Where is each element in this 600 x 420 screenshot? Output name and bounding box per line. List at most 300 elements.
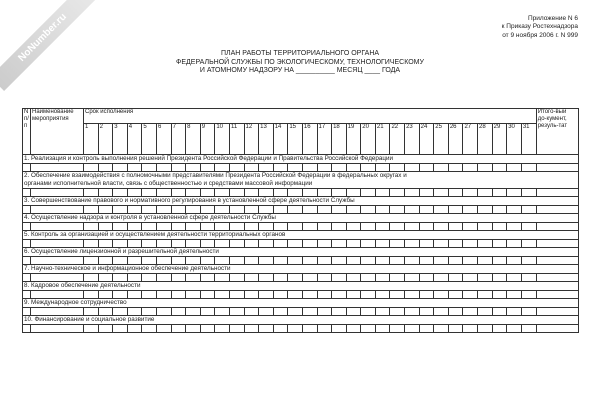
plan-cell[interactable] [31,308,84,316]
plan-cell[interactable] [536,206,578,214]
plan-cell[interactable] [507,240,522,248]
plan-cell[interactable] [332,206,347,214]
plan-cell[interactable] [317,240,332,248]
plan-cell[interactable] [434,257,449,265]
plan-cell[interactable] [127,325,142,333]
plan-cell[interactable] [98,223,113,231]
plan-cell[interactable] [113,189,128,197]
plan-cell[interactable] [478,189,493,197]
plan-cell[interactable] [215,240,230,248]
plan-cell[interactable] [463,240,478,248]
plan-cell[interactable] [302,257,317,265]
plan-cell[interactable] [521,164,536,172]
plan-cell[interactable] [434,206,449,214]
plan-cell[interactable] [332,189,347,197]
plan-cell[interactable] [23,240,31,248]
plan-cell[interactable] [229,291,244,299]
plan-cell[interactable] [200,240,215,248]
plan-cell[interactable] [507,223,522,231]
plan-cell[interactable] [507,257,522,265]
plan-cell[interactable] [492,325,507,333]
plan-cell[interactable] [142,325,157,333]
plan-cell[interactable] [492,291,507,299]
plan-cell[interactable] [215,189,230,197]
plan-cell[interactable] [375,206,390,214]
plan-cell[interactable] [98,274,113,282]
plan-cell[interactable] [156,223,171,231]
plan-cell[interactable] [463,257,478,265]
plan-cell[interactable] [171,189,186,197]
plan-cell[interactable] [84,325,99,333]
plan-cell[interactable] [405,308,420,316]
plan-cell[interactable] [302,274,317,282]
plan-cell[interactable] [478,291,493,299]
plan-cell[interactable] [229,274,244,282]
plan-cell[interactable] [390,164,405,172]
plan-cell[interactable] [288,325,303,333]
plan-cell[interactable] [346,308,361,316]
plan-cell[interactable] [229,189,244,197]
plan-cell[interactable] [244,189,259,197]
plan-cell[interactable] [113,240,128,248]
plan-cell[interactable] [288,206,303,214]
plan-cell[interactable] [419,325,434,333]
plan-cell[interactable] [521,223,536,231]
plan-cell[interactable] [273,240,288,248]
plan-cell[interactable] [405,325,420,333]
plan-cell[interactable] [302,189,317,197]
plan-cell[interactable] [521,274,536,282]
plan-cell[interactable] [23,291,31,299]
plan-cell[interactable] [375,308,390,316]
plan-cell[interactable] [200,325,215,333]
plan-cell[interactable] [346,164,361,172]
plan-cell[interactable] [405,291,420,299]
plan-cell[interactable] [142,257,157,265]
plan-cell[interactable] [361,257,376,265]
plan-cell[interactable] [84,257,99,265]
plan-cell[interactable] [478,274,493,282]
plan-cell[interactable] [186,223,201,231]
plan-cell[interactable] [317,189,332,197]
plan-cell[interactable] [288,291,303,299]
plan-cell[interactable] [113,325,128,333]
plan-cell[interactable] [84,223,99,231]
plan-cell[interactable] [23,308,31,316]
plan-cell[interactable] [361,291,376,299]
plan-cell[interactable] [390,308,405,316]
plan-cell[interactable] [536,257,578,265]
plan-cell[interactable] [288,274,303,282]
plan-cell[interactable] [273,164,288,172]
plan-cell[interactable] [375,274,390,282]
plan-cell[interactable] [332,291,347,299]
plan-cell[interactable] [186,308,201,316]
plan-cell[interactable] [200,223,215,231]
plan-cell[interactable] [259,308,274,316]
plan-cell[interactable] [244,325,259,333]
plan-cell[interactable] [98,257,113,265]
plan-cell[interactable] [346,325,361,333]
plan-cell[interactable] [156,240,171,248]
plan-cell[interactable] [317,206,332,214]
plan-cell[interactable] [273,308,288,316]
plan-cell[interactable] [448,223,463,231]
plan-cell[interactable] [448,206,463,214]
plan-cell[interactable] [259,257,274,265]
plan-cell[interactable] [463,308,478,316]
plan-cell[interactable] [229,325,244,333]
plan-cell[interactable] [288,189,303,197]
plan-cell[interactable] [127,274,142,282]
plan-cell[interactable] [156,308,171,316]
plan-cell[interactable] [200,257,215,265]
plan-cell[interactable] [521,291,536,299]
plan-cell[interactable] [156,291,171,299]
plan-cell[interactable] [98,164,113,172]
plan-cell[interactable] [84,206,99,214]
plan-cell[interactable] [448,325,463,333]
plan-cell[interactable] [492,223,507,231]
plan-cell[interactable] [521,240,536,248]
plan-cell[interactable] [186,240,201,248]
plan-cell[interactable] [405,189,420,197]
plan-cell[interactable] [463,206,478,214]
plan-cell[interactable] [98,308,113,316]
plan-cell[interactable] [434,189,449,197]
plan-cell[interactable] [186,189,201,197]
plan-cell[interactable] [419,274,434,282]
plan-cell[interactable] [23,164,31,172]
plan-cell[interactable] [361,308,376,316]
plan-cell[interactable] [492,189,507,197]
plan-cell[interactable] [31,291,84,299]
plan-cell[interactable] [492,164,507,172]
plan-cell[interactable] [273,189,288,197]
plan-cell[interactable] [273,325,288,333]
plan-cell[interactable] [346,189,361,197]
plan-cell[interactable] [142,189,157,197]
plan-cell[interactable] [302,223,317,231]
plan-cell[interactable] [288,257,303,265]
plan-cell[interactable] [84,240,99,248]
plan-cell[interactable] [302,164,317,172]
plan-cell[interactable] [113,206,128,214]
plan-cell[interactable] [229,164,244,172]
plan-cell[interactable] [200,164,215,172]
plan-cell[interactable] [171,257,186,265]
plan-cell[interactable] [84,189,99,197]
plan-cell[interactable] [375,291,390,299]
plan-cell[interactable] [536,189,578,197]
plan-cell[interactable] [536,308,578,316]
plan-cell[interactable] [259,189,274,197]
plan-cell[interactable] [434,291,449,299]
plan-cell[interactable] [536,291,578,299]
plan-cell[interactable] [186,257,201,265]
plan-cell[interactable] [361,223,376,231]
plan-cell[interactable] [171,206,186,214]
plan-cell[interactable] [448,308,463,316]
plan-cell[interactable] [375,223,390,231]
plan-cell[interactable] [113,274,128,282]
plan-cell[interactable] [332,223,347,231]
plan-cell[interactable] [419,206,434,214]
plan-cell[interactable] [521,308,536,316]
plan-cell[interactable] [405,240,420,248]
plan-cell[interactable] [405,164,420,172]
plan-cell[interactable] [492,274,507,282]
plan-cell[interactable] [215,257,230,265]
plan-cell[interactable] [507,308,522,316]
plan-cell[interactable] [302,291,317,299]
plan-cell[interactable] [405,223,420,231]
plan-cell[interactable] [113,291,128,299]
plan-cell[interactable] [200,274,215,282]
plan-cell[interactable] [463,223,478,231]
plan-cell[interactable] [390,206,405,214]
plan-cell[interactable] [156,206,171,214]
plan-cell[interactable] [507,206,522,214]
plan-cell[interactable] [273,206,288,214]
plan-cell[interactable] [390,257,405,265]
plan-cell[interactable] [405,274,420,282]
plan-cell[interactable] [448,164,463,172]
plan-cell[interactable] [419,257,434,265]
plan-cell[interactable] [215,223,230,231]
plan-cell[interactable] [244,164,259,172]
plan-cell[interactable] [346,291,361,299]
plan-cell[interactable] [317,291,332,299]
plan-cell[interactable] [259,223,274,231]
plan-cell[interactable] [346,274,361,282]
plan-cell[interactable] [259,164,274,172]
plan-cell[interactable] [361,189,376,197]
plan-cell[interactable] [23,257,31,265]
plan-cell[interactable] [448,257,463,265]
plan-cell[interactable] [536,325,578,333]
plan-cell[interactable] [142,206,157,214]
plan-cell[interactable] [492,240,507,248]
plan-cell[interactable] [419,223,434,231]
plan-cell[interactable] [259,274,274,282]
plan-cell[interactable] [507,291,522,299]
plan-cell[interactable] [317,257,332,265]
plan-cell[interactable] [288,223,303,231]
plan-cell[interactable] [244,223,259,231]
plan-cell[interactable] [23,325,31,333]
plan-cell[interactable] [31,274,84,282]
plan-cell[interactable] [186,206,201,214]
plan-cell[interactable] [171,274,186,282]
plan-cell[interactable] [332,274,347,282]
plan-cell[interactable] [31,257,84,265]
plan-cell[interactable] [171,223,186,231]
plan-cell[interactable] [31,164,84,172]
plan-cell[interactable] [448,189,463,197]
plan-cell[interactable] [448,240,463,248]
plan-cell[interactable] [332,240,347,248]
plan-cell[interactable] [171,291,186,299]
plan-cell[interactable] [478,206,493,214]
plan-cell[interactable] [171,308,186,316]
plan-cell[interactable] [478,240,493,248]
plan-cell[interactable] [317,308,332,316]
plan-cell[interactable] [434,325,449,333]
plan-cell[interactable] [98,189,113,197]
plan-cell[interactable] [127,257,142,265]
plan-cell[interactable] [448,291,463,299]
plan-cell[interactable] [302,325,317,333]
plan-cell[interactable] [31,206,84,214]
plan-cell[interactable] [434,308,449,316]
plan-cell[interactable] [390,325,405,333]
plan-cell[interactable] [478,164,493,172]
plan-cell[interactable] [390,240,405,248]
plan-cell[interactable] [127,223,142,231]
plan-cell[interactable] [536,240,578,248]
plan-cell[interactable] [288,308,303,316]
plan-cell[interactable] [98,325,113,333]
plan-cell[interactable] [317,223,332,231]
plan-cell[interactable] [375,257,390,265]
plan-cell[interactable] [142,274,157,282]
plan-cell[interactable] [31,189,84,197]
plan-cell[interactable] [156,257,171,265]
plan-cell[interactable] [273,274,288,282]
plan-cell[interactable] [229,308,244,316]
plan-cell[interactable] [186,274,201,282]
plan-cell[interactable] [390,223,405,231]
plan-cell[interactable] [346,223,361,231]
plan-cell[interactable] [200,189,215,197]
plan-cell[interactable] [346,240,361,248]
plan-cell[interactable] [23,274,31,282]
plan-cell[interactable] [113,308,128,316]
plan-cell[interactable] [259,240,274,248]
plan-cell[interactable] [127,291,142,299]
plan-cell[interactable] [186,325,201,333]
plan-cell[interactable] [215,308,230,316]
plan-cell[interactable] [463,189,478,197]
plan-cell[interactable] [434,240,449,248]
plan-cell[interactable] [419,164,434,172]
plan-cell[interactable] [23,189,31,197]
plan-cell[interactable] [332,308,347,316]
plan-cell[interactable] [229,223,244,231]
plan-cell[interactable] [244,274,259,282]
plan-cell[interactable] [244,257,259,265]
plan-cell[interactable] [375,164,390,172]
plan-cell[interactable] [302,206,317,214]
plan-cell[interactable] [419,240,434,248]
plan-cell[interactable] [434,223,449,231]
plan-cell[interactable] [186,164,201,172]
plan-cell[interactable] [171,325,186,333]
plan-cell[interactable] [113,164,128,172]
plan-cell[interactable] [507,164,522,172]
plan-cell[interactable] [31,325,84,333]
plan-cell[interactable] [390,291,405,299]
plan-cell[interactable] [215,206,230,214]
plan-cell[interactable] [405,206,420,214]
plan-cell[interactable] [98,240,113,248]
plan-cell[interactable] [492,308,507,316]
plan-cell[interactable] [521,257,536,265]
plan-cell[interactable] [317,325,332,333]
plan-cell[interactable] [244,240,259,248]
plan-cell[interactable] [434,274,449,282]
plan-cell[interactable] [156,325,171,333]
plan-cell[interactable] [332,257,347,265]
plan-cell[interactable] [215,325,230,333]
plan-cell[interactable] [113,223,128,231]
plan-cell[interactable] [127,206,142,214]
plan-cell[interactable] [463,291,478,299]
plan-cell[interactable] [317,164,332,172]
plan-cell[interactable] [463,274,478,282]
plan-cell[interactable] [492,257,507,265]
plan-cell[interactable] [419,291,434,299]
plan-cell[interactable] [478,257,493,265]
plan-cell[interactable] [419,189,434,197]
plan-cell[interactable] [127,189,142,197]
plan-cell[interactable] [229,257,244,265]
plan-cell[interactable] [244,291,259,299]
plan-cell[interactable] [288,164,303,172]
plan-cell[interactable] [200,291,215,299]
plan-cell[interactable] [361,274,376,282]
plan-cell[interactable] [23,223,31,231]
plan-cell[interactable] [361,206,376,214]
plan-cell[interactable] [229,240,244,248]
plan-cell[interactable] [375,189,390,197]
plan-cell[interactable] [361,240,376,248]
plan-cell[interactable] [215,164,230,172]
plan-cell[interactable] [346,257,361,265]
plan-cell[interactable] [200,308,215,316]
plan-cell[interactable] [390,189,405,197]
plan-cell[interactable] [536,274,578,282]
plan-cell[interactable] [113,257,128,265]
plan-cell[interactable] [273,291,288,299]
plan-cell[interactable] [463,164,478,172]
plan-cell[interactable] [142,164,157,172]
plan-cell[interactable] [259,325,274,333]
plan-cell[interactable] [215,274,230,282]
plan-cell[interactable] [215,291,230,299]
plan-cell[interactable] [142,223,157,231]
plan-cell[interactable] [521,325,536,333]
plan-cell[interactable] [317,274,332,282]
plan-cell[interactable] [288,240,303,248]
plan-cell[interactable] [186,291,201,299]
plan-cell[interactable] [478,223,493,231]
plan-cell[interactable] [156,274,171,282]
plan-cell[interactable] [361,325,376,333]
plan-cell[interactable] [507,325,522,333]
plan-cell[interactable] [23,206,31,214]
plan-cell[interactable] [521,206,536,214]
plan-cell[interactable] [127,308,142,316]
plan-cell[interactable] [346,206,361,214]
plan-cell[interactable] [302,240,317,248]
plan-cell[interactable] [84,164,99,172]
plan-cell[interactable] [98,206,113,214]
plan-cell[interactable] [31,223,84,231]
plan-cell[interactable] [200,206,215,214]
plan-cell[interactable] [84,291,99,299]
